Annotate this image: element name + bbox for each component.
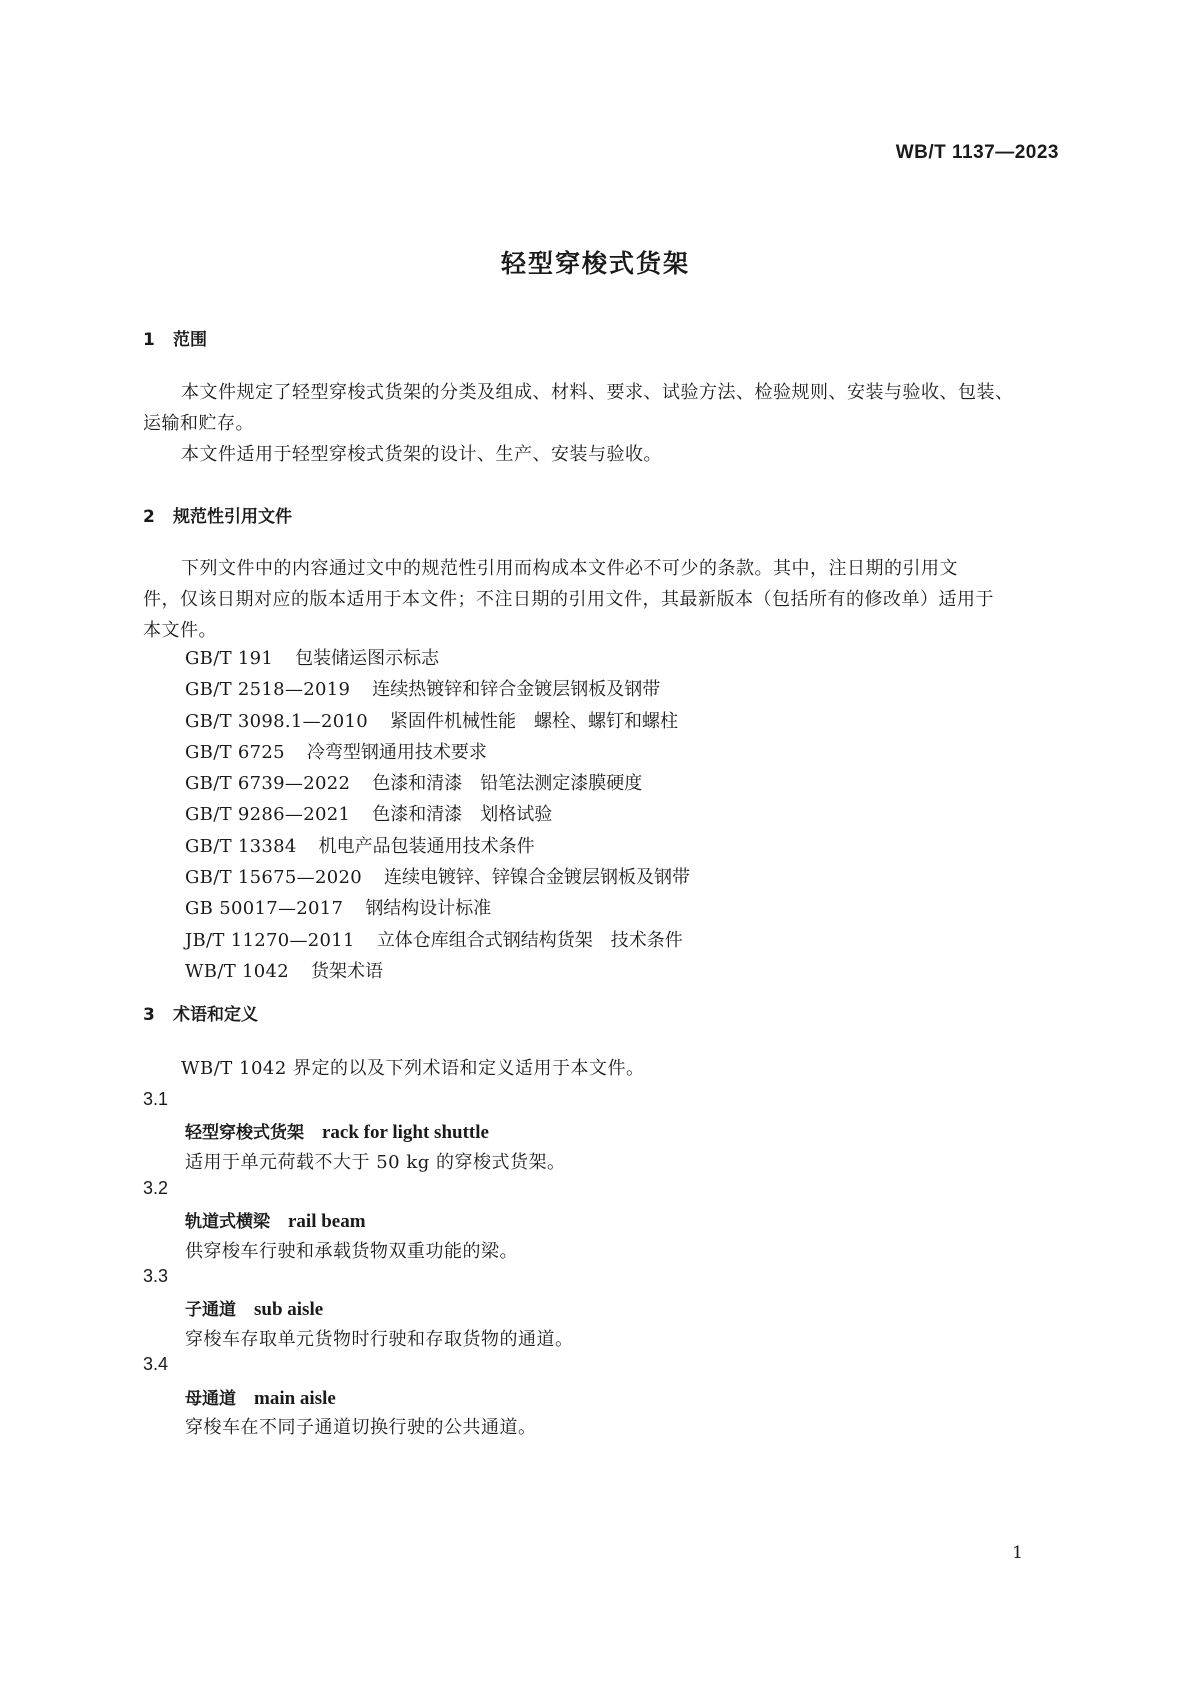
terms-intro-paragraph <box>143 1053 1063 1084</box>
references-intro-line: 件，仅该日期对应的版本适用于本文件；不注日期的引用文件，其最新版本（包括所有的修改单）适用于 <box>143 589 994 610</box>
scope-text-line: 运输和贮存。 <box>143 413 254 434</box>
reference-title: 包装储运图示标志 <box>295 648 440 669</box>
term-number: 3.2 <box>143 1178 169 1198</box>
reference-title: 紧固件机械性能 螺栓、螺钉和螺柱 <box>390 710 678 732</box>
reference-item <box>185 956 690 987</box>
reference-title: 色漆和清漆 铅笔法测定漆膜硬度 <box>372 773 643 795</box>
terms-intro-line: WB/T 1042 界定的以及下列术语和定义适用于本文件。 <box>181 1058 645 1079</box>
term-number: 3.4 <box>143 1354 169 1374</box>
reference-code: GB/T 6739—2022 <box>185 773 351 795</box>
term-name-en: rack for light shuttle <box>322 1122 489 1143</box>
section-number: 3 <box>143 1005 155 1025</box>
term-number: 3.3 <box>143 1266 169 1286</box>
reference-title: 连续电镀锌、锌镍合金镀层钢板及钢带 <box>383 867 690 889</box>
reference-item <box>185 925 690 956</box>
section-number: 2 <box>143 507 155 527</box>
term-definition: 供穿梭车行驶和承载货物双重功能的梁。 <box>185 1241 518 1262</box>
term-number: 3.1 <box>143 1089 169 1109</box>
term-name-zh: 子通道 <box>185 1300 236 1320</box>
reference-item <box>185 706 690 737</box>
section-heading-scope <box>143 325 207 350</box>
scope-paragraph <box>143 377 1063 470</box>
scope-text-line: 本文件适用于轻型穿梭式货架的设计、生产、安装与验收。 <box>181 444 662 465</box>
term-name <box>185 1207 366 1233</box>
term-name <box>185 1384 336 1410</box>
reference-code: GB/T 191 <box>185 648 274 669</box>
reference-list <box>185 643 690 987</box>
reference-item <box>185 737 690 768</box>
reference-code: JB/T 11270—2011 <box>185 929 355 951</box>
reference-code: GB/T 6725 <box>185 741 285 763</box>
page-number: 1 <box>1012 1543 1023 1563</box>
reference-title: 色漆和清漆 划格试验 <box>372 804 553 826</box>
term-name-zh: 轻型穿梭式货架 <box>185 1123 304 1143</box>
reference-code: GB/T 3098.1—2010 <box>185 710 368 732</box>
reference-code: WB/T 1042 <box>185 960 290 982</box>
section-heading-normative-references <box>143 502 292 527</box>
references-intro-paragraph <box>143 553 1063 646</box>
references-intro-line: 下列文件中的内容通过文中的规范性引用而构成本文件必不可少的条款。其中，注日期的引用文 <box>181 558 958 579</box>
reference-code: GB/T 15675—2020 <box>185 867 362 889</box>
reference-title: 连续热镀锌和锌合金镀层钢板及钢带 <box>372 679 661 701</box>
term-definition: 穿梭车存取单元货物时行驶和存取货物的通道。 <box>185 1329 574 1350</box>
reference-code: GB 50017—2017 <box>185 898 344 920</box>
term-name <box>185 1295 323 1321</box>
reference-item <box>185 674 690 705</box>
section-heading-terms <box>143 1000 258 1025</box>
reference-code: GB/T 2518—2019 <box>185 679 351 701</box>
reference-item <box>185 643 690 674</box>
term-name-zh: 轨道式横梁 <box>185 1212 270 1232</box>
reference-item <box>185 862 690 893</box>
term-name-en: main aisle <box>254 1388 336 1409</box>
reference-item <box>185 831 690 862</box>
reference-code: GB/T 13384 <box>185 835 297 857</box>
section-title: 规范性引用文件 <box>173 507 292 527</box>
section-title: 术语和定义 <box>173 1005 258 1025</box>
reference-item <box>185 893 690 924</box>
section-title: 范围 <box>173 330 207 350</box>
reference-item <box>185 799 690 830</box>
term-name-en: rail beam <box>288 1211 366 1232</box>
term-definition: 适用于单元荷载不大于 50 kg 的穿梭式货架。 <box>185 1152 566 1173</box>
term-name-zh: 母通道 <box>185 1389 236 1409</box>
reference-item <box>185 768 690 799</box>
term-name-en: sub aisle <box>254 1299 324 1320</box>
reference-code: GB/T 9286—2021 <box>185 804 351 826</box>
term-definition: 穿梭车在不同子通道切换行驶的公共通道。 <box>185 1417 537 1438</box>
reference-title: 立体仓库组合式钢结构货架 技术条件 <box>376 929 683 951</box>
reference-title: 钢结构设计标准 <box>365 898 492 920</box>
standard-code: WB/T 1137—2023 <box>895 142 1059 163</box>
document-title: 轻型穿梭式货架 <box>500 249 690 278</box>
reference-title: 货架术语 <box>311 960 384 982</box>
term-name <box>185 1118 489 1144</box>
scope-text-line: 本文件规定了轻型穿梭式货架的分类及组成、材料、要求、试验方法、检验规则、安装与验收、包装、 <box>181 382 1014 403</box>
reference-title: 冷弯型钢通用技术要求 <box>306 741 487 763</box>
references-intro-line: 本文件。 <box>143 620 217 641</box>
section-number: 1 <box>143 330 155 350</box>
reference-title: 机电产品包装通用技术条件 <box>318 835 535 857</box>
